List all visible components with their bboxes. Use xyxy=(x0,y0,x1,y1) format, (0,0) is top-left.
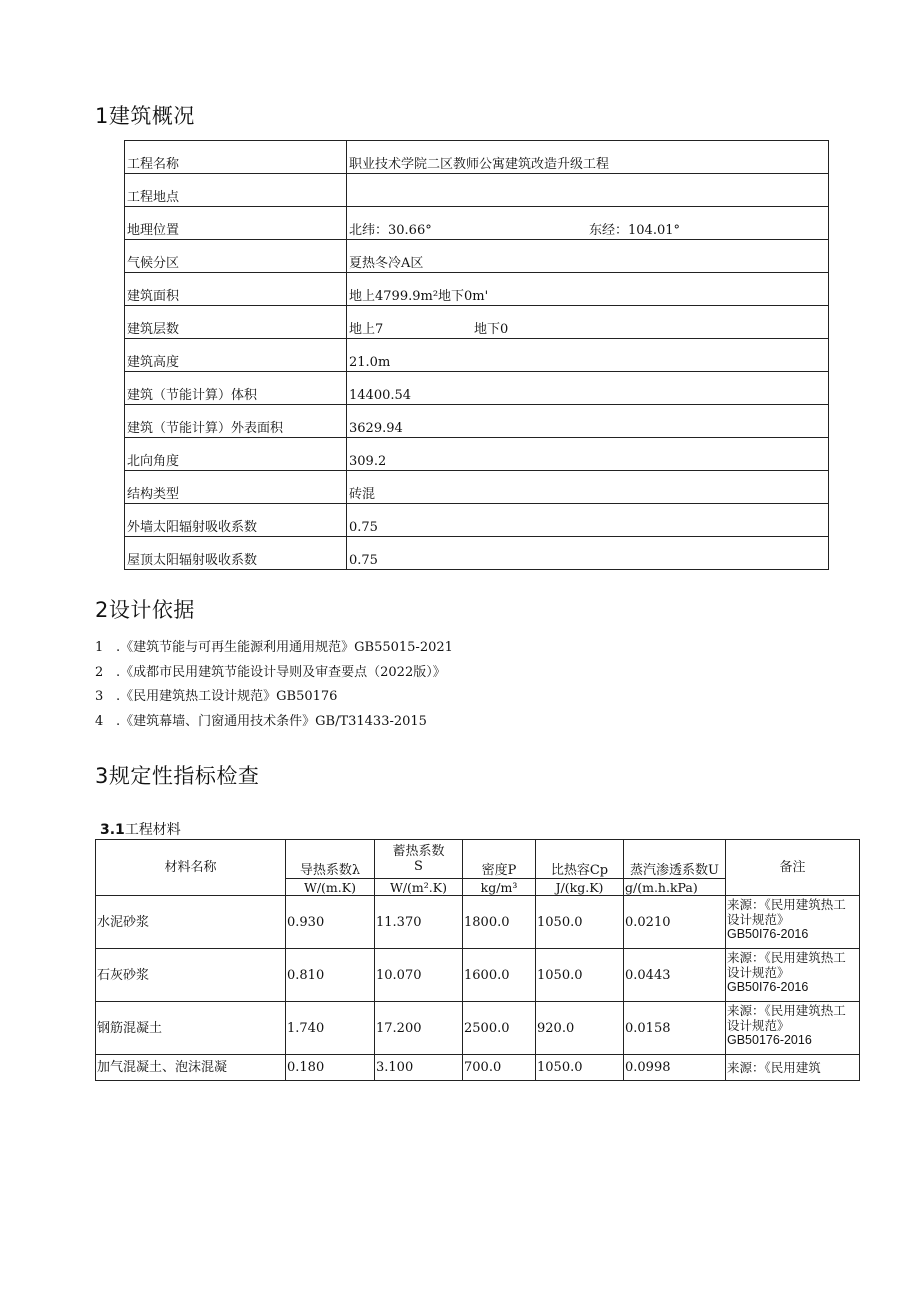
specific-heat: 920.0 xyxy=(536,1002,624,1055)
item-number: 2 xyxy=(95,664,104,680)
conductivity: 0.810 xyxy=(286,949,375,1002)
table-row xyxy=(125,438,829,471)
item-number: 3 xyxy=(95,689,104,704)
note xyxy=(726,1055,860,1081)
table-row xyxy=(125,174,829,207)
table-row xyxy=(96,949,860,1002)
row-value: 职业技术学院二区教师公寓建筑改造升级工程 xyxy=(347,141,829,174)
row-value xyxy=(347,174,829,207)
heat-storage: 11.370 xyxy=(375,896,463,949)
section-1-title: 1建筑概况 xyxy=(95,104,195,128)
row-label: 屋顶太阳辐射吸收系数 xyxy=(125,537,347,570)
conductivity: 1.740 xyxy=(286,1002,375,1055)
table-row xyxy=(125,141,829,174)
floors-below: 地下0 xyxy=(474,322,509,337)
subsection-title xyxy=(100,819,181,839)
material-name: 加气混凝土、泡沫混凝 xyxy=(96,1055,286,1081)
vapor-permeability: 0.0443 xyxy=(624,949,726,1002)
conductivity: 0.180 xyxy=(286,1055,375,1081)
unit-density: kg/m³ xyxy=(463,879,536,896)
note-standard: GB50I76-2016 xyxy=(727,980,809,994)
row-label: 建筑高度 xyxy=(125,339,347,372)
table-row xyxy=(125,405,829,438)
row-label: 结构类型 xyxy=(125,471,347,504)
note-source: 来源：《民用建筑 xyxy=(727,1060,821,1075)
vapor-permeability: 0.0998 xyxy=(624,1055,726,1081)
item-text: .《建筑幕墙、门窗通用技术条件》GB/T31433-2015 xyxy=(116,713,427,729)
subsection-number: 3.1 xyxy=(100,822,125,838)
row-value: 砖混 xyxy=(347,471,829,504)
item-number: 1 xyxy=(95,640,104,655)
row-label: 气候分区 xyxy=(125,240,347,273)
longitude: 东经：104.01° xyxy=(589,223,680,238)
row-value: 0.75 xyxy=(347,504,829,537)
header-heat-storage xyxy=(375,840,463,879)
heat-storage: 10.070 xyxy=(375,949,463,1002)
row-label: 北向角度 xyxy=(125,438,347,471)
row-value: 地上4799.9m²地下0m' xyxy=(347,273,829,306)
list-item xyxy=(95,712,453,737)
note xyxy=(726,896,860,949)
row-label: 工程名称 xyxy=(125,141,347,174)
header-conductivity: 导热系数λ xyxy=(286,840,375,879)
heat-storage: 3.100 xyxy=(375,1055,463,1081)
row-value xyxy=(347,207,829,240)
heat-storage: 17.200 xyxy=(375,1002,463,1055)
material-name: 石灰砂浆 xyxy=(96,949,286,1002)
header-density: 密度P xyxy=(463,840,536,879)
density: 700.0 xyxy=(463,1055,536,1081)
note-standard: GB50I76-2016 xyxy=(727,927,809,941)
unit-heat-storage: W/(m².K) xyxy=(375,879,463,896)
row-value: 0.75 xyxy=(347,537,829,570)
floors-above: 地上7 xyxy=(349,322,384,337)
note-source: 来源：《民用建筑热工设计规范》 xyxy=(727,1003,846,1033)
row-value: 309.2 xyxy=(347,438,829,471)
row-value: 14400.54 xyxy=(347,372,829,405)
row-label: 建筑层数 xyxy=(125,306,347,339)
density: 1600.0 xyxy=(463,949,536,1002)
table-row xyxy=(125,273,829,306)
unit-vapor-permeability: g/(m.h.kPa) xyxy=(624,879,726,896)
building-overview-table xyxy=(124,140,829,570)
material-name: 钢筋混凝土 xyxy=(96,1002,286,1055)
header-row xyxy=(96,840,860,879)
item-text: .《成都市民用建筑节能设计导则及审查要点（2022版）》 xyxy=(116,664,446,680)
table-row xyxy=(125,537,829,570)
table-row xyxy=(125,372,829,405)
table-row xyxy=(125,207,829,240)
table-row xyxy=(96,896,860,949)
list-item xyxy=(95,663,453,688)
row-label: 建筑面积 xyxy=(125,273,347,306)
material-name: 水泥砂浆 xyxy=(96,896,286,949)
density: 1800.0 xyxy=(463,896,536,949)
header-heat-storage-line2: S xyxy=(414,859,423,874)
specific-heat: 1050.0 xyxy=(536,896,624,949)
list-item xyxy=(95,687,453,712)
list-item xyxy=(95,638,453,663)
note xyxy=(726,1002,860,1055)
row-value xyxy=(347,306,829,339)
vapor-permeability: 0.0158 xyxy=(624,1002,726,1055)
header-vapor-permeability: 蒸汽渗透系数U xyxy=(624,840,726,879)
conductivity: 0.930 xyxy=(286,896,375,949)
row-label: 外墙太阳辐射吸收系数 xyxy=(125,504,347,537)
row-value: 21.0m xyxy=(347,339,829,372)
table-row xyxy=(125,306,829,339)
table-row xyxy=(125,471,829,504)
table-row xyxy=(96,1002,860,1055)
table-row xyxy=(96,1055,860,1081)
section-3-title: 3规定性指标检查 xyxy=(95,764,260,788)
density: 2500.0 xyxy=(463,1002,536,1055)
table-row xyxy=(125,339,829,372)
row-label: 工程地点 xyxy=(125,174,347,207)
table-row xyxy=(125,504,829,537)
row-label: 建筑（节能计算）外表面积 xyxy=(125,405,347,438)
header-note: 备注 xyxy=(726,840,860,896)
latitude: 北纬：30.66° xyxy=(349,223,432,238)
reference-list xyxy=(95,638,453,736)
header-material-name: 材料名称 xyxy=(96,840,286,896)
materials-table xyxy=(95,839,860,1081)
specific-heat: 1050.0 xyxy=(536,1055,624,1081)
item-text: .《建筑节能与可再生能源利用通用规范》GB55015-2021 xyxy=(116,640,453,655)
row-label: 地理位置 xyxy=(125,207,347,240)
unit-specific-heat: J/(kg.K) xyxy=(536,879,624,896)
section-2-title: 2设计依据 xyxy=(95,598,195,622)
subsection-label: 工程材料 xyxy=(124,822,181,838)
vapor-permeability: 0.0210 xyxy=(624,896,726,949)
row-label: 建筑（节能计算）体积 xyxy=(125,372,347,405)
unit-conductivity: W/(m.K) xyxy=(286,879,375,896)
note-source: 来源：《民用建筑热工设计规范》 xyxy=(727,897,846,927)
item-text: .《民用建筑热工设计规范》GB50176 xyxy=(116,689,338,704)
item-number: 4 xyxy=(95,713,104,729)
table-row xyxy=(125,240,829,273)
note-source: 来源：《民用建筑热工设计规范》 xyxy=(727,950,846,980)
note-standard: GB50176-2016 xyxy=(727,1033,812,1047)
row-value: 3629.94 xyxy=(347,405,829,438)
header-heat-storage-line1: 蓄热系数 xyxy=(392,844,445,859)
specific-heat: 1050.0 xyxy=(536,949,624,1002)
row-value: 夏热冬冷A区 xyxy=(347,240,829,273)
header-specific-heat: 比热容Cp xyxy=(536,840,624,879)
note xyxy=(726,949,860,1002)
